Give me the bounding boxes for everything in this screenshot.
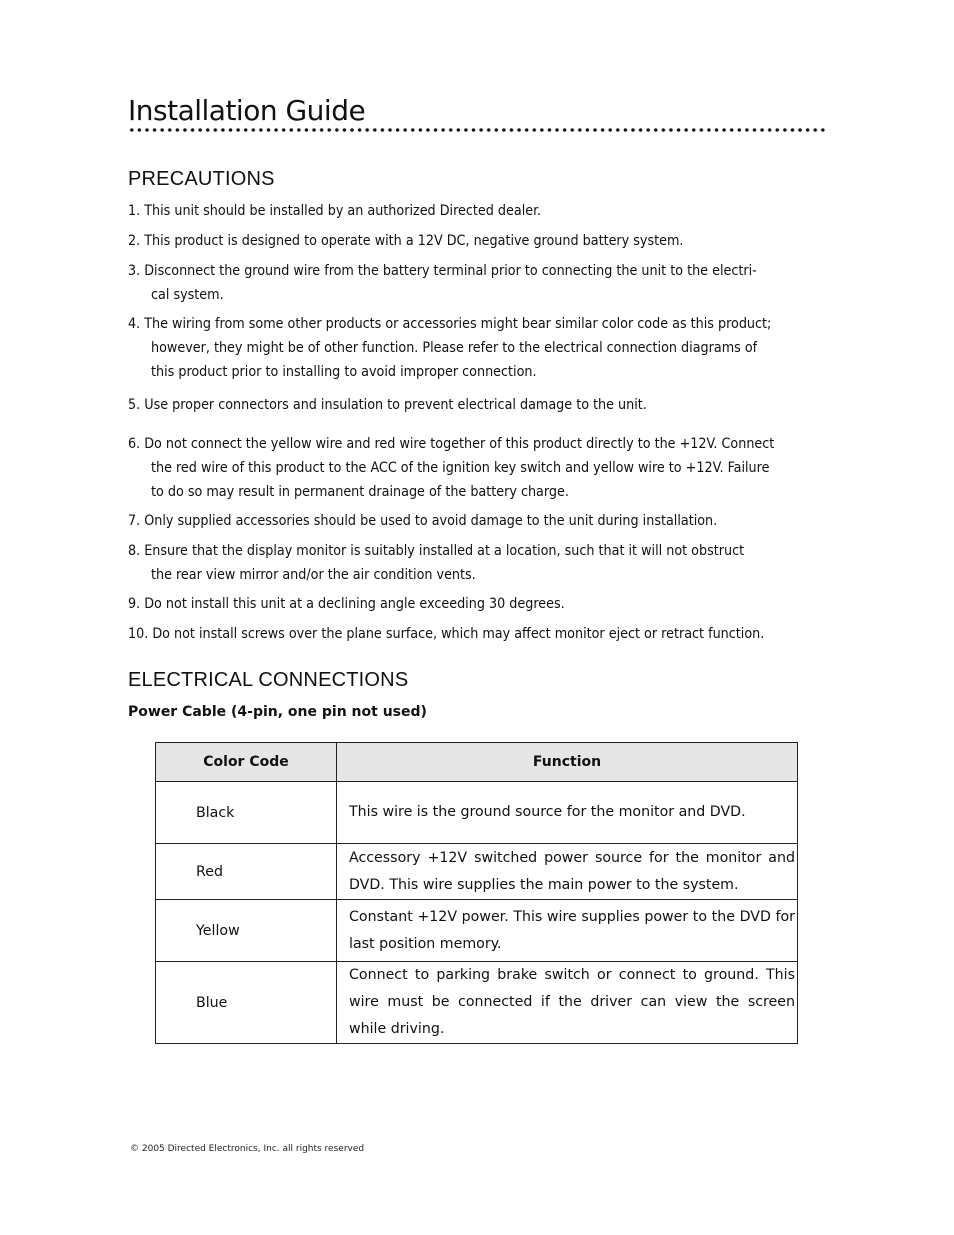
function-cell: Constant +12V power. This wire supplies power to the DVD for last position memory. <box>337 900 798 962</box>
precaution-item-2 <box>128 229 826 253</box>
function-cell: Connect to parking brake switch or connect to ground. This wire must be connected if the driver can view the screen while driving. <box>337 962 798 1044</box>
precautions-heading: PRECAUTIONS <box>128 168 275 190</box>
precaution-line: 5. Use proper connectors and insulation to prevent electrical damage to the unit. <box>128 397 647 413</box>
function-header: Function <box>337 743 798 782</box>
precaution-item-3 <box>128 259 826 307</box>
precaution-line: 2. This product is designed to operate with a 12V DC, negative ground battery system. <box>128 233 684 249</box>
copyright-footer: © 2005 Directed Electronics, Inc. all rights reserved <box>130 1144 365 1154</box>
precaution-line: 6. Do not connect the yellow wire and red wire together of this product directly to the +12V. Connect <box>128 436 775 452</box>
color-code-header: Color Code <box>156 743 337 782</box>
precaution-item-4 <box>128 312 826 384</box>
precaution-line: 10. Do not install screws over the plane surface, which may affect monitor eject or retract function. <box>128 626 765 642</box>
page-title: Installation Guide <box>128 94 366 127</box>
color-cell: Blue <box>156 962 337 1044</box>
table-row <box>156 782 798 844</box>
color-cell: Red <box>156 844 337 900</box>
table-row <box>156 962 798 1044</box>
electrical-heading: ELECTRICAL CONNECTIONS <box>128 669 409 691</box>
precaution-item-8 <box>128 539 826 587</box>
function-cell: This wire is the ground source for the monitor and DVD. <box>337 782 798 844</box>
precaution-line: cal system. <box>151 287 224 303</box>
precaution-item-6 <box>128 432 826 504</box>
table-row <box>156 844 798 900</box>
precaution-line: 9. Do not install this unit at a declining angle exceeding 30 degrees. <box>128 596 565 612</box>
dotted-divider <box>128 127 826 133</box>
precaution-line: 1. This unit should be installed by an authorized Directed dealer. <box>128 203 542 219</box>
table-header-row <box>156 743 798 782</box>
precaution-item-7 <box>128 509 826 533</box>
precaution-item-5 <box>128 393 826 417</box>
power-cable-table <box>155 742 798 1044</box>
precaution-line: 3. Disconnect the ground wire from the battery terminal prior to connecting the unit to the electri- <box>128 263 757 279</box>
precaution-line: the red wire of this product to the ACC of the ignition key switch and yellow wire to +12V. Failure <box>151 460 770 476</box>
precaution-line: 4. The wiring from some other products or accessories might bear similar color code as this product; <box>128 316 772 332</box>
precaution-line: 8. Ensure that the display monitor is suitably installed at a location, such that it will not obstruct <box>128 543 745 559</box>
precaution-line: 7. Only supplied accessories should be used to avoid damage to the unit during installation. <box>128 513 718 529</box>
function-cell: Accessory +12V switched power source for the monitor and DVD. This wire supplies the main power to the system. <box>337 844 798 900</box>
power-cable-subheading: Power Cable (4-pin, one pin not used) <box>128 704 427 720</box>
precaution-item-10 <box>128 622 826 646</box>
precaution-line: this product prior to installing to avoid improper connection. <box>151 364 537 380</box>
table-row <box>156 900 798 962</box>
precaution-line: to do so may result in permanent drainage of the battery charge. <box>151 484 569 500</box>
precaution-item-9 <box>128 592 826 616</box>
precaution-item-1 <box>128 199 826 223</box>
color-cell: Yellow <box>156 900 337 962</box>
precaution-line: the rear view mirror and/or the air condition vents. <box>151 567 476 583</box>
precaution-line: however, they might be of other function. Please refer to the electrical connection diagrams of <box>151 340 758 356</box>
color-cell: Black <box>156 782 337 844</box>
